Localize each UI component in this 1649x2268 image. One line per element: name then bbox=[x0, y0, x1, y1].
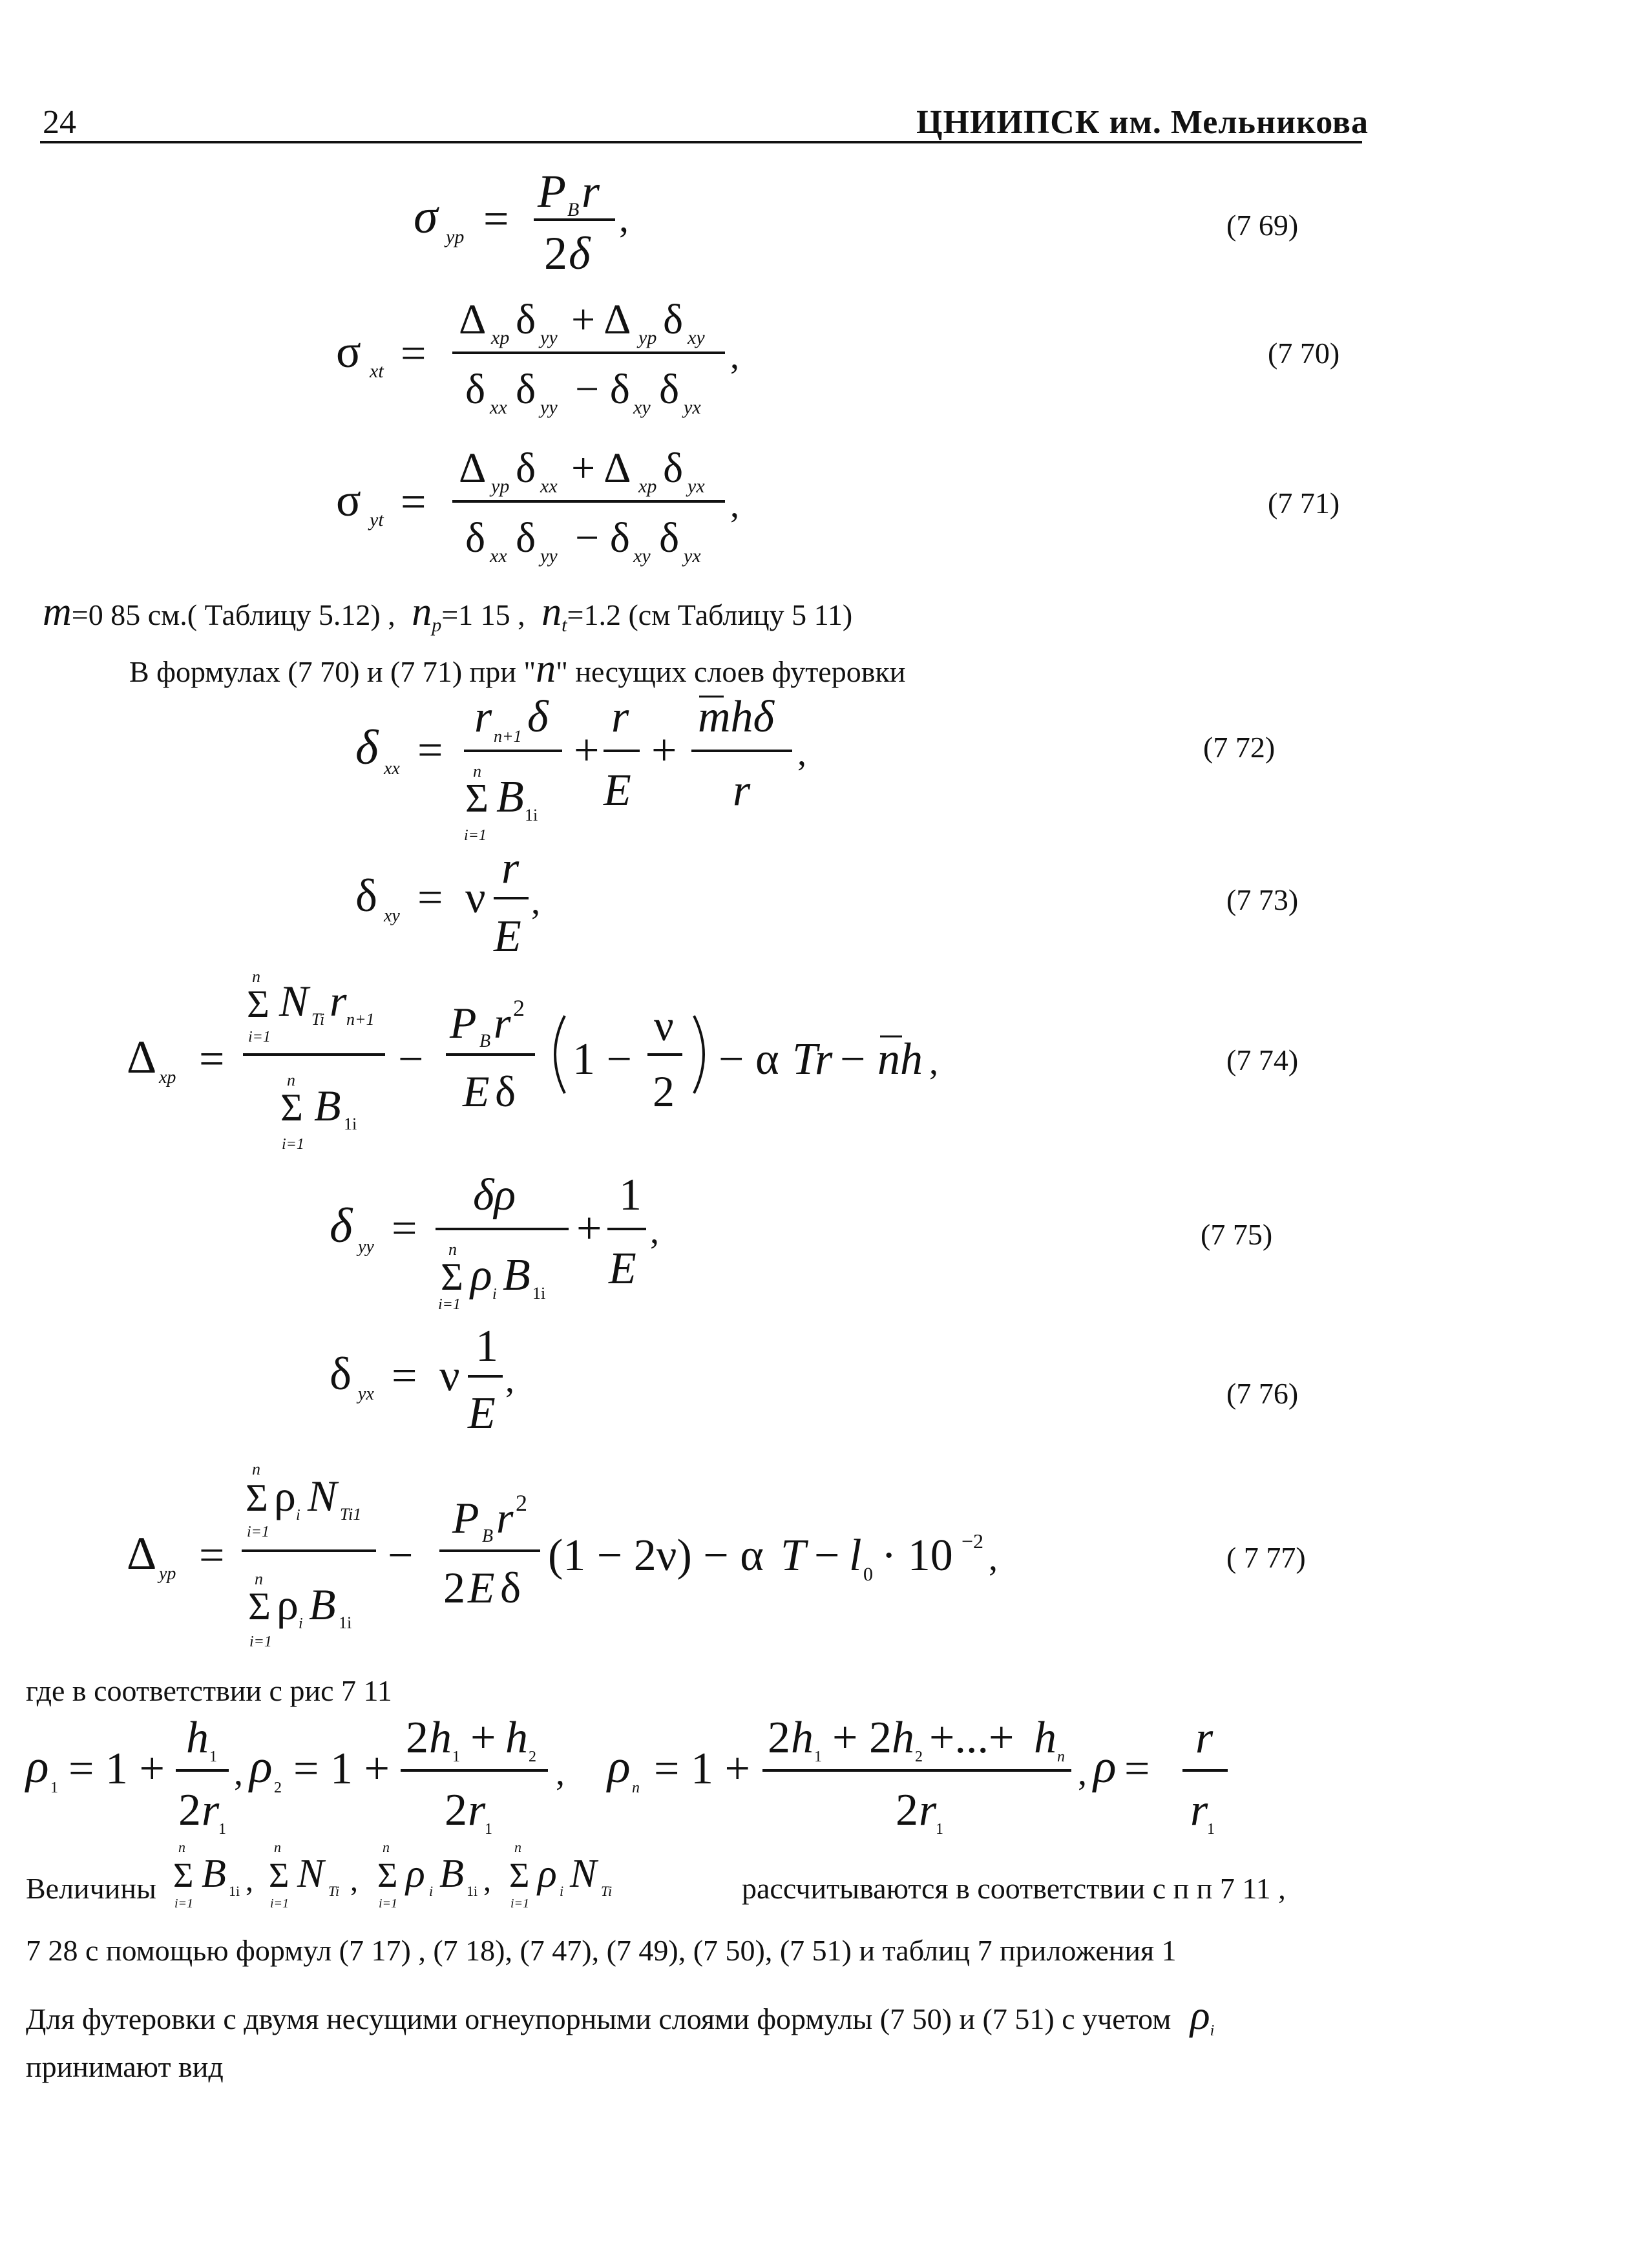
svg-text:ρ: ρ bbox=[470, 1250, 492, 1300]
svg-text:1i: 1i bbox=[229, 1883, 240, 1899]
header-rule bbox=[40, 141, 1362, 143]
svg-text:,: , bbox=[730, 337, 739, 377]
svg-text:yx: yx bbox=[684, 545, 701, 567]
svg-text:xt: xt bbox=[370, 361, 384, 382]
svg-text:,: , bbox=[929, 1042, 938, 1082]
svg-text:1: 1 bbox=[814, 1748, 822, 1765]
where-line: где в соответствии с рис 7 11 bbox=[26, 1674, 392, 1707]
svg-text:B: B bbox=[202, 1852, 226, 1896]
page-number: 24 bbox=[43, 104, 76, 141]
svg-text:=: = bbox=[392, 1351, 417, 1401]
svg-text:r: r bbox=[582, 165, 600, 217]
svg-text:yp: yp bbox=[446, 226, 465, 247]
svg-text:N: N bbox=[297, 1852, 324, 1896]
svg-text:Σ: Σ bbox=[247, 983, 269, 1025]
svg-text:h: h bbox=[791, 1713, 814, 1763]
svg-text:1: 1 bbox=[936, 1821, 943, 1838]
svg-text:δ: δ bbox=[659, 514, 680, 562]
svg-text:0: 0 bbox=[863, 1564, 873, 1585]
svg-text:Δ: Δ bbox=[459, 296, 487, 343]
svg-text:,: , bbox=[556, 1753, 565, 1793]
param-m-text: =0 85 см.( Таблицу 5.12) , bbox=[71, 598, 395, 631]
text-line-3: Для футеровки с двумя несущими огнеупорными слоями формулы (7 50) и (7 51) с учетом $\rho_i$ bbox=[26, 1992, 1215, 2040]
svg-text:xy: xy bbox=[633, 397, 651, 418]
svg-text:δ: δ bbox=[500, 1563, 521, 1612]
svg-text:n: n bbox=[514, 1839, 521, 1855]
svg-text:xp: xp bbox=[638, 476, 657, 497]
svg-text:l: l bbox=[849, 1531, 862, 1580]
svg-text:n: n bbox=[252, 967, 260, 986]
svg-text:δρ: δρ bbox=[473, 1170, 516, 1220]
svg-text:n: n bbox=[632, 1780, 640, 1796]
svg-text:Ti: Ti bbox=[328, 1883, 340, 1899]
svg-text:=: = bbox=[483, 194, 509, 244]
eq-number-7-72: (7 72) bbox=[1203, 731, 1276, 764]
svg-text:ρ: ρ bbox=[406, 1852, 425, 1896]
intro-after: " несущих слоев футеровки bbox=[556, 655, 906, 688]
svg-text:N: N bbox=[279, 976, 309, 1025]
svg-text:r: r bbox=[1195, 1713, 1213, 1763]
svg-text:2: 2 bbox=[178, 1785, 201, 1835]
svg-text:yp: yp bbox=[491, 476, 510, 497]
svg-text:= 1 +: = 1 + bbox=[68, 1744, 165, 1794]
svg-text:yp: yp bbox=[159, 1564, 176, 1584]
svg-text:1: 1 bbox=[619, 1170, 642, 1220]
svg-text:yx: yx bbox=[688, 476, 705, 497]
svg-text:n: n bbox=[473, 762, 481, 781]
svg-text:ρ: ρ bbox=[249, 1740, 273, 1793]
param-nt-text: =1.2 (см Таблицу 5 11) bbox=[567, 598, 853, 631]
svg-text:2: 2 bbox=[274, 1780, 282, 1796]
symbol-nt-sub: t bbox=[562, 614, 567, 636]
svg-text:i=1: i=1 bbox=[510, 1896, 530, 1911]
svg-text:ρ: ρ bbox=[1093, 1740, 1117, 1793]
svg-text:δ: δ bbox=[663, 445, 684, 492]
svg-text:2: 2 bbox=[544, 227, 567, 279]
svg-text:+: + bbox=[576, 1204, 602, 1254]
svg-text:δ: δ bbox=[516, 514, 536, 562]
svg-text:xx: xx bbox=[540, 476, 558, 497]
symbol-np: n bbox=[412, 590, 432, 634]
svg-text:2: 2 bbox=[445, 1785, 467, 1835]
formula-7-72 bbox=[355, 685, 872, 853]
svg-text:n: n bbox=[448, 1240, 457, 1259]
svg-text:1: 1 bbox=[452, 1748, 460, 1765]
svg-text:1i: 1i bbox=[525, 806, 538, 824]
svg-text:yy: yy bbox=[540, 327, 558, 348]
svg-text:yx: yx bbox=[358, 1384, 374, 1404]
svg-text:1: 1 bbox=[476, 1321, 498, 1371]
svg-text:B: B bbox=[482, 1526, 494, 1546]
svg-text:ρ: ρ bbox=[607, 1740, 631, 1793]
svg-text:,: , bbox=[246, 1864, 253, 1898]
formula-7-71 bbox=[336, 433, 788, 582]
svg-text:xp: xp bbox=[159, 1067, 176, 1087]
svg-text:Σ: Σ bbox=[280, 1086, 303, 1129]
svg-text:Σ: Σ bbox=[248, 1585, 271, 1628]
symbol-m: m bbox=[43, 590, 72, 634]
svg-text:xy: xy bbox=[633, 545, 651, 567]
svg-text:−2: −2 bbox=[961, 1529, 984, 1553]
svg-text:=: = bbox=[401, 329, 426, 379]
svg-text:2: 2 bbox=[768, 1713, 790, 1763]
svg-text:E: E bbox=[609, 1244, 636, 1294]
svg-text:E: E bbox=[468, 1563, 495, 1612]
svg-text:r: r bbox=[494, 998, 511, 1047]
running-header-title: ЦНИИПСК им. Мельникова bbox=[916, 104, 1369, 141]
svg-text:= 1 +: = 1 + bbox=[293, 1744, 390, 1794]
svg-text:1: 1 bbox=[50, 1780, 58, 1796]
svg-text:σ: σ bbox=[336, 326, 361, 377]
svg-text:B: B bbox=[314, 1081, 341, 1130]
eq-number-7-71: (7 71) bbox=[1268, 487, 1340, 520]
svg-text:1 −: 1 − bbox=[572, 1034, 632, 1084]
svg-text:Σ: Σ bbox=[173, 1856, 194, 1895]
svg-text:E: E bbox=[494, 912, 521, 961]
svg-text:+: + bbox=[574, 726, 600, 775]
svg-text:,: , bbox=[234, 1753, 243, 1793]
svg-text:n: n bbox=[178, 1839, 185, 1855]
svg-text:,: , bbox=[730, 485, 739, 525]
svg-text:i: i bbox=[296, 1507, 300, 1524]
svg-text:− α: − α bbox=[719, 1034, 779, 1084]
svg-text:− δ: − δ bbox=[575, 366, 630, 413]
svg-text:xx: xx bbox=[384, 759, 400, 779]
svg-text:Ti: Ti bbox=[601, 1883, 613, 1899]
svg-text:=: = bbox=[417, 873, 443, 923]
parameters-line bbox=[43, 589, 852, 636]
svg-text:r: r bbox=[733, 766, 751, 815]
svg-text:B: B bbox=[567, 199, 580, 220]
svg-text:,: , bbox=[1078, 1753, 1087, 1793]
svg-text:h: h bbox=[429, 1713, 452, 1763]
svg-text:ρ: ρ bbox=[277, 1580, 299, 1629]
svg-text:+ Δ: + Δ bbox=[571, 296, 631, 343]
svg-text:i=1: i=1 bbox=[270, 1896, 289, 1911]
svg-text:B: B bbox=[479, 1031, 491, 1051]
svg-text:P: P bbox=[538, 165, 566, 217]
svg-text:,: , bbox=[350, 1864, 358, 1898]
svg-text:i=1: i=1 bbox=[438, 1296, 461, 1313]
svg-text:r: r bbox=[468, 1785, 486, 1835]
svg-text:E: E bbox=[463, 1067, 490, 1116]
svg-text:Σ: Σ bbox=[269, 1856, 289, 1895]
svg-text:xx: xx bbox=[490, 545, 507, 567]
svg-text:Tr: Tr bbox=[792, 1034, 833, 1084]
svg-text:+ Δ: + Δ bbox=[571, 445, 631, 492]
svg-text:2: 2 bbox=[443, 1563, 465, 1612]
svg-text:i=1: i=1 bbox=[249, 1633, 272, 1650]
svg-text:n+1: n+1 bbox=[494, 727, 522, 746]
svg-text:δ: δ bbox=[495, 1067, 516, 1116]
svg-text:yy: yy bbox=[540, 545, 558, 567]
svg-text:yx: yx bbox=[684, 397, 701, 418]
svg-text:Ti1: Ti1 bbox=[340, 1505, 362, 1524]
svg-text:yt: yt bbox=[370, 509, 384, 530]
svg-text:B: B bbox=[439, 1852, 464, 1896]
svg-text:− δ: − δ bbox=[575, 514, 630, 562]
formula-7-74 bbox=[127, 956, 967, 1170]
svg-text:,: , bbox=[797, 733, 806, 773]
eq-number-7-77: ( 7 77) bbox=[1226, 1541, 1306, 1574]
svg-text:=: = bbox=[199, 1034, 225, 1084]
svg-text:=: = bbox=[199, 1531, 225, 1580]
formula-7-73 bbox=[355, 843, 614, 963]
formula-rho-definitions bbox=[26, 1706, 1254, 1838]
svg-text:n: n bbox=[274, 1839, 281, 1855]
intro-before: В формулах (7 70) и (7 71) при " bbox=[129, 655, 536, 688]
svg-text:,: , bbox=[650, 1212, 659, 1252]
param-np-text: =1 15 , bbox=[441, 598, 525, 631]
svg-text:xx: xx bbox=[490, 397, 507, 418]
svg-text:ρ: ρ bbox=[274, 1471, 296, 1520]
svg-text:yy: yy bbox=[358, 1237, 374, 1257]
eq-number-7-74: (7 74) bbox=[1226, 1044, 1299, 1076]
svg-text:δ: δ bbox=[516, 296, 536, 343]
svg-text:xy: xy bbox=[688, 327, 705, 348]
svg-text:δ: δ bbox=[516, 366, 536, 413]
svg-text:i=1: i=1 bbox=[379, 1896, 398, 1911]
formula-7-76 bbox=[330, 1321, 588, 1441]
svg-text:yy: yy bbox=[540, 397, 558, 418]
svg-text:nh: nh bbox=[877, 1034, 923, 1084]
svg-text:h: h bbox=[186, 1713, 209, 1763]
svg-text:i=1: i=1 bbox=[247, 1524, 269, 1540]
svg-text:δ: δ bbox=[516, 445, 536, 492]
svg-text:n: n bbox=[1057, 1748, 1065, 1765]
svg-text:n: n bbox=[255, 1570, 263, 1588]
svg-text:r: r bbox=[1190, 1785, 1208, 1835]
svg-text:n+1: n+1 bbox=[346, 1010, 375, 1029]
svg-text:,: , bbox=[989, 1538, 998, 1579]
svg-text:1i: 1i bbox=[532, 1284, 546, 1303]
svg-text:N: N bbox=[570, 1852, 597, 1896]
text-line-4: принимают вид bbox=[26, 2050, 224, 2083]
formula-sum-list bbox=[169, 1835, 751, 1932]
symbol-nt: n bbox=[541, 590, 562, 634]
svg-text:1: 1 bbox=[1207, 1821, 1215, 1838]
svg-text:B: B bbox=[309, 1580, 336, 1629]
svg-text:(1 − 2ν) − α: (1 − 2ν) − α bbox=[548, 1531, 764, 1580]
svg-text:2: 2 bbox=[513, 995, 525, 1021]
svg-text:1: 1 bbox=[485, 1821, 492, 1838]
svg-text:B: B bbox=[503, 1250, 530, 1300]
svg-text:δ: δ bbox=[355, 870, 377, 921]
svg-text:2: 2 bbox=[653, 1067, 675, 1116]
svg-text:i: i bbox=[492, 1286, 497, 1303]
svg-text:xy: xy bbox=[384, 906, 400, 926]
svg-text:δ: δ bbox=[465, 366, 486, 413]
svg-text:r: r bbox=[501, 843, 520, 893]
svg-text:2: 2 bbox=[915, 1748, 923, 1765]
svg-text:δ: δ bbox=[330, 1199, 353, 1253]
svg-text:δ: δ bbox=[355, 720, 379, 775]
svg-text:i=1: i=1 bbox=[282, 1136, 304, 1153]
svg-text:ρ: ρ bbox=[538, 1852, 557, 1896]
symbol-n: n bbox=[536, 647, 556, 691]
svg-text:δ: δ bbox=[465, 514, 486, 562]
svg-text:Δ: Δ bbox=[127, 1528, 157, 1579]
svg-text:n: n bbox=[287, 1071, 295, 1089]
svg-text:Ti: Ti bbox=[311, 1010, 325, 1029]
svg-text:ρ: ρ bbox=[26, 1740, 49, 1793]
values-tail: рассчитываются в соответствии с п п 7 11 , bbox=[742, 1872, 1286, 1905]
svg-text:+: + bbox=[470, 1713, 496, 1763]
svg-text:−: − bbox=[840, 1034, 866, 1084]
symbol-np-sub: p bbox=[432, 614, 442, 636]
formula-7-75 bbox=[330, 1163, 717, 1312]
svg-text:Σ: Σ bbox=[441, 1255, 463, 1298]
symbol-rho-i: ρ bbox=[1190, 1992, 1210, 2038]
svg-text:+: + bbox=[651, 726, 677, 775]
svg-text:i: i bbox=[299, 1615, 303, 1632]
svg-text:r: r bbox=[919, 1785, 937, 1835]
svg-text:1i: 1i bbox=[339, 1613, 352, 1632]
svg-text:−: − bbox=[398, 1034, 424, 1084]
svg-text:,: , bbox=[483, 1864, 491, 1898]
svg-text:i=1: i=1 bbox=[248, 1029, 271, 1045]
text-line-3-content: Для футеровки с двумя несущими огнеупорными слоями формулы (7 50) и (7 51) с учетом bbox=[26, 2002, 1171, 2035]
svg-text:P: P bbox=[452, 1493, 479, 1542]
svg-text:E: E bbox=[468, 1389, 496, 1438]
svg-text:σ: σ bbox=[336, 474, 361, 526]
svg-text:mhδ: mhδ bbox=[698, 692, 775, 742]
svg-text:Σ: Σ bbox=[377, 1856, 398, 1895]
svg-text:r: r bbox=[496, 1493, 514, 1542]
svg-text:−: − bbox=[388, 1531, 414, 1580]
svg-text:+ 2: + 2 bbox=[832, 1713, 892, 1763]
svg-text:r: r bbox=[202, 1785, 220, 1835]
values-lead: Величины bbox=[26, 1872, 156, 1905]
svg-text:yp: yp bbox=[638, 327, 657, 348]
svg-text:Σ: Σ bbox=[465, 777, 489, 821]
svg-text:Σ: Σ bbox=[246, 1476, 268, 1519]
svg-text:1i: 1i bbox=[467, 1883, 478, 1899]
svg-text:δ: δ bbox=[569, 227, 591, 279]
eq-number-7-76: (7 76) bbox=[1226, 1377, 1299, 1410]
svg-text:=: = bbox=[1124, 1744, 1150, 1794]
svg-text:δ: δ bbox=[330, 1348, 352, 1400]
svg-text:n: n bbox=[252, 1460, 260, 1478]
svg-text:,: , bbox=[505, 1360, 514, 1400]
formula-7-70 bbox=[336, 284, 788, 433]
svg-text:=: = bbox=[401, 478, 426, 527]
eq-number-7-69: (7 69) bbox=[1226, 209, 1299, 242]
svg-text:h: h bbox=[1034, 1713, 1056, 1763]
eq-number-7-73: (7 73) bbox=[1226, 883, 1299, 916]
svg-text:r: r bbox=[474, 692, 492, 742]
svg-text:2: 2 bbox=[529, 1748, 536, 1765]
svg-text:ν: ν bbox=[654, 1001, 674, 1050]
svg-text:r: r bbox=[330, 976, 347, 1025]
svg-text:1i: 1i bbox=[344, 1115, 357, 1133]
svg-text:i: i bbox=[429, 1883, 434, 1899]
svg-text:=: = bbox=[417, 726, 443, 775]
svg-text:P: P bbox=[450, 998, 477, 1047]
svg-text:n: n bbox=[383, 1839, 390, 1855]
svg-text:B: B bbox=[496, 772, 524, 822]
svg-text:δ: δ bbox=[527, 692, 549, 742]
eq-number-7-75: (7 75) bbox=[1201, 1218, 1273, 1251]
svg-text:h: h bbox=[892, 1713, 914, 1763]
svg-text:2: 2 bbox=[516, 1490, 527, 1516]
svg-text:,: , bbox=[531, 882, 540, 922]
svg-text:h: h bbox=[505, 1713, 528, 1763]
svg-text:i=1: i=1 bbox=[174, 1896, 194, 1911]
svg-text:−: − bbox=[814, 1531, 840, 1580]
svg-text:δ: δ bbox=[659, 366, 680, 413]
svg-text:+...+: +...+ bbox=[929, 1713, 1014, 1763]
svg-text:2: 2 bbox=[406, 1713, 428, 1763]
svg-text:Σ: Σ bbox=[509, 1856, 530, 1895]
svg-text:i: i bbox=[560, 1883, 564, 1899]
svg-text:=: = bbox=[392, 1204, 417, 1254]
svg-text:1: 1 bbox=[218, 1821, 226, 1838]
svg-text:r: r bbox=[611, 692, 629, 742]
svg-text:Δ: Δ bbox=[459, 445, 487, 492]
svg-text:2: 2 bbox=[896, 1785, 918, 1835]
svg-text:σ: σ bbox=[414, 189, 438, 244]
svg-text:· 10: · 10 bbox=[881, 1531, 953, 1580]
svg-text:= 1 +: = 1 + bbox=[654, 1744, 750, 1794]
formula-7-77 bbox=[127, 1447, 1096, 1661]
svg-text:ν: ν bbox=[465, 873, 486, 923]
svg-text:Δ: Δ bbox=[127, 1031, 157, 1083]
text-line-2: 7 28 с помощью формул (7 17) , (7 18), (7 47), (7 49), (7 50), (7 51) и таблиц 7 приложения 1 bbox=[26, 1934, 1177, 1967]
svg-text:T: T bbox=[781, 1531, 806, 1580]
svg-text:ν: ν bbox=[439, 1351, 460, 1401]
svg-text:i=1: i=1 bbox=[464, 827, 487, 844]
svg-text:δ: δ bbox=[663, 296, 684, 343]
svg-text:1: 1 bbox=[209, 1748, 217, 1765]
svg-text:N: N bbox=[308, 1471, 337, 1520]
svg-text:,: , bbox=[619, 197, 629, 240]
svg-text:xp: xp bbox=[491, 327, 510, 348]
eq-number-7-70: (7 70) bbox=[1268, 337, 1340, 370]
formula-7-69 bbox=[414, 155, 750, 284]
svg-text:E: E bbox=[604, 766, 631, 815]
